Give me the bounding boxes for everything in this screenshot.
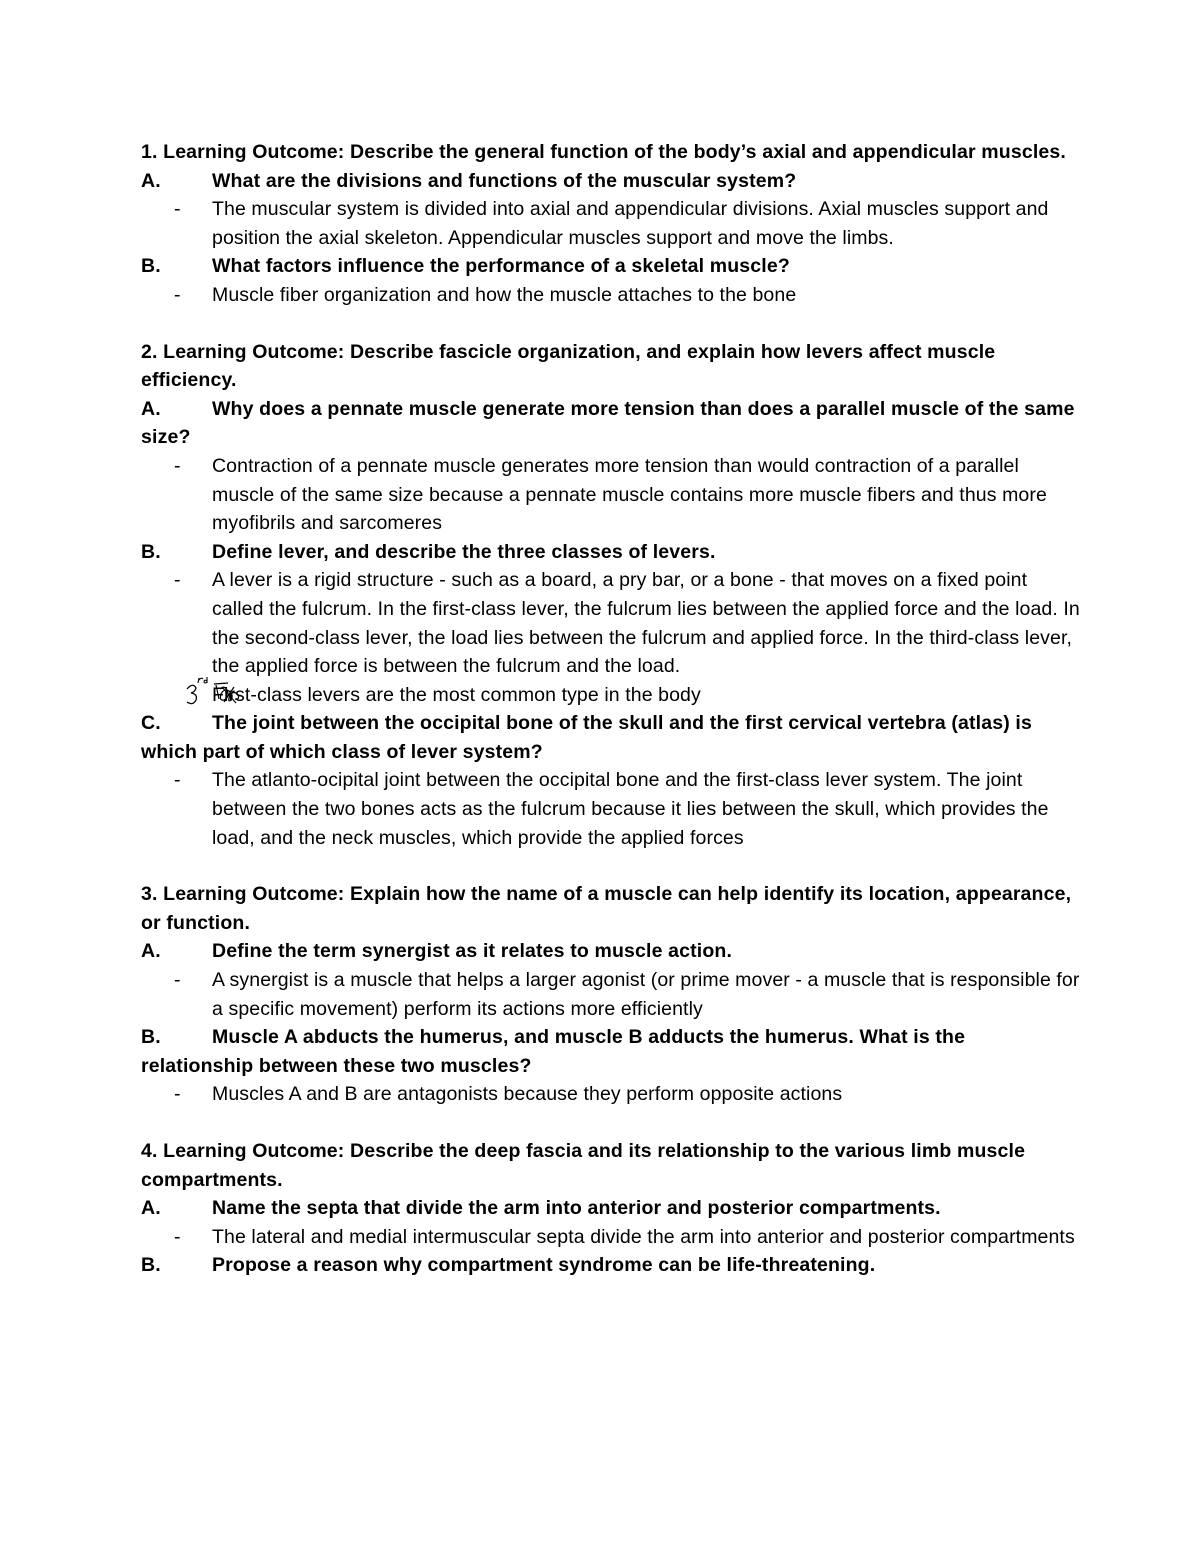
question-label: A. xyxy=(141,1197,161,1220)
question-3a xyxy=(141,937,1080,966)
question-label: B. xyxy=(141,540,161,563)
answer-text: A synergist is a muscle that helps a larger agonist (or prime mover - a muscle that is responsible for a specific movement) perform its actions more efficiently xyxy=(212,969,1080,1020)
bullet-dash: - xyxy=(174,283,181,306)
learning-outcome-2: 2. Learning Outcome: Describe fascicle organization, and explain how levers affect muscle efficiency. xyxy=(141,340,996,392)
answer-text: Contraction of a pennate muscle generates more tension than would contraction of a parallel muscle of the same size because a pennate muscle contains more muscle fibers and thus more myofibrils and sarcomeres xyxy=(212,454,1047,535)
answer-text: The muscular system is divided into axial and appendicular divisions. Axial muscles support and position the axial skeleton. Appendicular muscles support and move the limbs. xyxy=(212,198,1049,249)
answer-3b xyxy=(141,1080,1080,1109)
bullet-dash: - xyxy=(174,454,181,477)
question-2c xyxy=(141,709,1080,766)
answer-3a xyxy=(141,966,1080,1023)
question-text: Propose a reason why compartment syndrome can be life-threatening. xyxy=(212,1254,876,1277)
question-3b xyxy=(141,1023,1080,1080)
section-1 xyxy=(141,138,1080,310)
question-1a xyxy=(141,167,1080,196)
answer-text: The atlanto-ocipital joint between the occipital bone and the first-class lever system. The joint between the two bones acts as the fulcrum because it lies between the skull, which provides the load, and the neck muscles, which provide the applied forces xyxy=(212,769,1049,849)
question-text: What factors influence the performance of a skeletal muscle? xyxy=(212,255,790,278)
question-label: C. xyxy=(141,712,161,735)
question-label: B. xyxy=(141,1254,161,1277)
answer-text: The lateral and medial intermuscular septa divide the arm into anterior and posterior compartments xyxy=(212,1225,1075,1248)
question-label: A. xyxy=(141,169,161,192)
section-2 xyxy=(141,338,1080,853)
section-4 xyxy=(141,1137,1080,1280)
question-text: The joint between the occipital bone of the skull and the first cervical vertebra (atlas) is which part of which class of lever system? xyxy=(141,712,1032,763)
answer-2a xyxy=(141,452,1080,538)
bullet-dash: - xyxy=(174,969,181,992)
question-text: Define lever, and describe the three classes of levers. xyxy=(212,540,716,563)
answer-1a xyxy=(141,195,1080,252)
answer-text: A lever is a rigid structure - such as a board, a pry bar, or a bone - that moves on a fixed point called the fulcrum. In the first-class lever, the fulcrum lies between the applied force and the load. In the second-class lever, the load lies between the fulcrum and applied force. In the third-class lever, the applied force is between the fulcrum and the load. xyxy=(212,569,1080,678)
answer-text: Muscle fiber organization and how the muscle attaches to the bone xyxy=(212,283,797,306)
question-2a xyxy=(141,395,1080,452)
answer-extra-line xyxy=(212,681,1080,710)
learning-outcome-3: 3. Learning Outcome: Explain how the name of a muscle can help identify its location, appearance, or function. xyxy=(141,883,1072,934)
answer-2b xyxy=(141,566,1080,709)
question-4b xyxy=(141,1251,1080,1280)
learning-outcome-1: 1. Learning Outcome: Describe the general function of the body’s axial and appendicular muscles. xyxy=(141,141,1066,163)
bullet-dash: - xyxy=(174,1225,181,1248)
question-1b xyxy=(141,252,1080,281)
answer-2c xyxy=(141,766,1080,852)
question-label: B. xyxy=(141,1026,161,1049)
answer-text: Muscles A and B are antagonists because they perform opposite actions xyxy=(212,1083,843,1106)
question-text: Why does a pennate muscle generate more tension than does a parallel muscle of the same size? xyxy=(141,397,1075,449)
question-label: B. xyxy=(141,255,161,278)
answer-extra-text: First-class levers are the most common type in the body xyxy=(212,683,701,706)
question-label: A. xyxy=(141,397,161,420)
question-label: A. xyxy=(141,940,161,963)
answer-1b xyxy=(141,281,1080,310)
learning-outcome-4: 4. Learning Outcome: Describe the deep fascia and its relationship to the various limb muscle compartments. xyxy=(141,1140,1026,1191)
question-text: Name the septa that divide the arm into anterior and posterior compartments. xyxy=(212,1197,941,1220)
question-text: Define the term synergist as it relates to muscle action. xyxy=(212,940,733,963)
section-3 xyxy=(141,880,1080,1109)
question-text: Muscle A abducts the humerus, and muscle B adducts the humerus. What is the relationship between these two muscles? xyxy=(141,1026,966,1077)
question-text: What are the divisions and functions of the muscular system? xyxy=(212,169,797,192)
question-4a xyxy=(141,1194,1080,1223)
bullet-dash: - xyxy=(174,569,181,592)
bullet-dash: - xyxy=(174,198,181,221)
bullet-dash: - xyxy=(174,1083,181,1106)
question-2b xyxy=(141,538,1080,567)
bullet-dash: - xyxy=(174,769,181,792)
answer-4a xyxy=(141,1223,1080,1252)
